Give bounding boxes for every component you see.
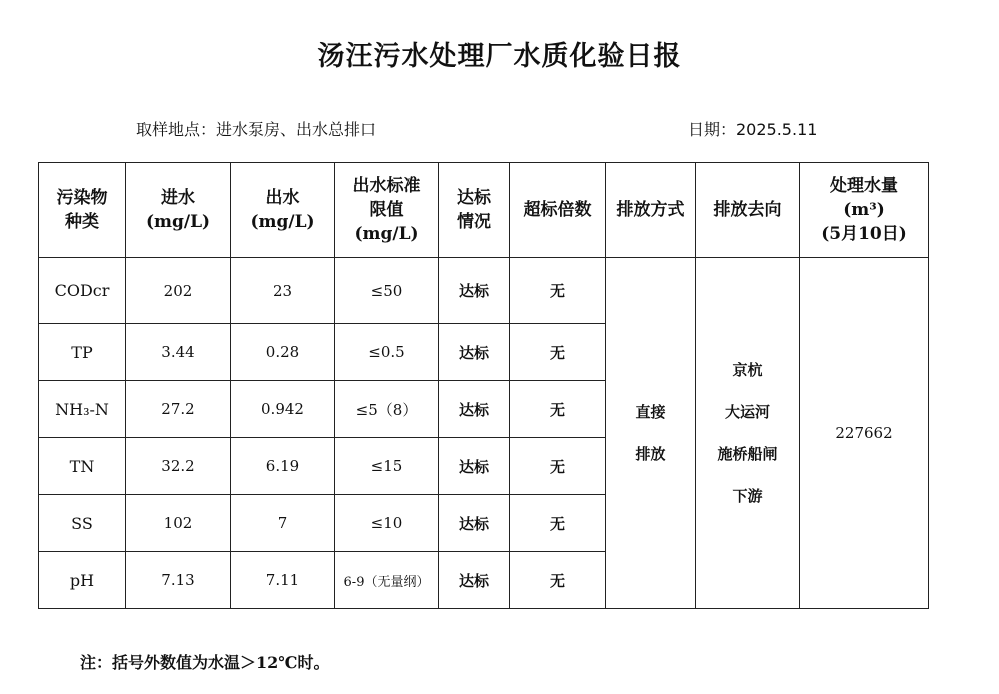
cell-exceed: 无 (510, 495, 606, 552)
cell-influent: 7.13 (126, 552, 231, 609)
cell-standard: ≤0.5 (335, 324, 439, 381)
cell-influent: 102 (126, 495, 231, 552)
header-discharge-destination: 排放去向 (696, 163, 800, 258)
cell-exceed: 无 (510, 258, 606, 324)
cell-standard: ≤10 (335, 495, 439, 552)
cell-param: CODcr (39, 258, 126, 324)
header-standard-line3: (mg/L) (354, 224, 419, 244)
cell-effluent: 0.28 (231, 324, 335, 381)
cell-compliance: 达标 (439, 258, 510, 324)
cell-discharge-destination (696, 258, 800, 609)
cell-effluent: 7.11 (231, 552, 335, 609)
destination-line1: 京杭 (732, 361, 763, 379)
table-header-row (39, 163, 929, 258)
cell-exceed: 无 (510, 438, 606, 495)
header-compliance (439, 163, 510, 258)
header-pollutant-line1: 污染物 (56, 188, 108, 208)
cell-compliance: 达标 (439, 495, 510, 552)
cell-compliance: 达标 (439, 552, 510, 609)
discharge-method-line2: 排放 (635, 445, 666, 463)
cell-effluent: 0.942 (231, 381, 335, 438)
header-influent-line2: (mg/L) (145, 212, 211, 232)
cell-exceed: 无 (510, 324, 606, 381)
cell-compliance: 达标 (439, 324, 510, 381)
header-standard-line2: 限值 (369, 200, 404, 220)
header-standard-line1: 出水标准 (352, 176, 421, 196)
cell-param: SS (39, 495, 126, 552)
cell-param: pH (39, 552, 126, 609)
cell-effluent: 6.19 (231, 438, 335, 495)
header-influent-line1: 进水 (161, 188, 195, 208)
cell-standard: 6-9（无量纲） (335, 552, 439, 609)
sampling-location: 取样地点：进水泵房、出水总排口 (136, 120, 377, 139)
cell-exceed: 无 (510, 381, 606, 438)
destination-line4: 下游 (732, 487, 763, 505)
table-row (39, 258, 929, 324)
report-title: 汤汪污水处理厂水质化验日报 (317, 41, 682, 72)
header-exceed-ratio: 超标倍数 (510, 163, 606, 258)
cell-influent: 3.44 (126, 324, 231, 381)
cell-standard: ≤15 (335, 438, 439, 495)
cell-influent: 32.2 (126, 438, 231, 495)
header-influent (126, 163, 231, 258)
header-volume (800, 163, 929, 258)
cell-influent: 202 (126, 258, 231, 324)
cell-effluent: 7 (231, 495, 335, 552)
cell-volume-value: 227662 (800, 258, 929, 609)
header-standard (335, 163, 439, 258)
water-quality-table (38, 162, 929, 609)
header-effluent-line1: 出水 (265, 188, 300, 208)
header-pollutant (39, 163, 126, 258)
cell-compliance: 达标 (439, 381, 510, 438)
header-compliance-line2: 情况 (457, 212, 491, 232)
header-compliance-line1: 达标 (457, 188, 491, 208)
header-volume-line2: (m³) (843, 200, 885, 220)
report-date: 日期：2025.5.11 (688, 120, 818, 139)
header-effluent-line2: (mg/L) (250, 212, 315, 232)
footnote: 注：括号外数值为水温＞12℃时。 (80, 653, 330, 672)
header-volume-line1: 处理水量 (830, 176, 898, 196)
cell-exceed: 无 (510, 552, 606, 609)
cell-param: TP (39, 324, 126, 381)
cell-compliance: 达标 (439, 438, 510, 495)
header-effluent (231, 163, 335, 258)
cell-standard: ≤50 (335, 258, 439, 324)
cell-standard: ≤5（8） (335, 381, 439, 438)
cell-discharge-method (606, 258, 696, 609)
header-discharge-method: 排放方式 (606, 163, 696, 258)
destination-line3: 施桥船闸 (717, 445, 778, 463)
cell-param: TN (39, 438, 126, 495)
cell-influent: 27.2 (126, 381, 231, 438)
destination-line2: 大运河 (724, 403, 770, 421)
discharge-method-line1: 直接 (635, 403, 666, 421)
header-volume-line3: (5月10日) (821, 224, 907, 244)
cell-param: NH₃-N (39, 381, 126, 438)
cell-effluent: 23 (231, 258, 335, 324)
header-pollutant-line2: 种类 (65, 212, 99, 232)
